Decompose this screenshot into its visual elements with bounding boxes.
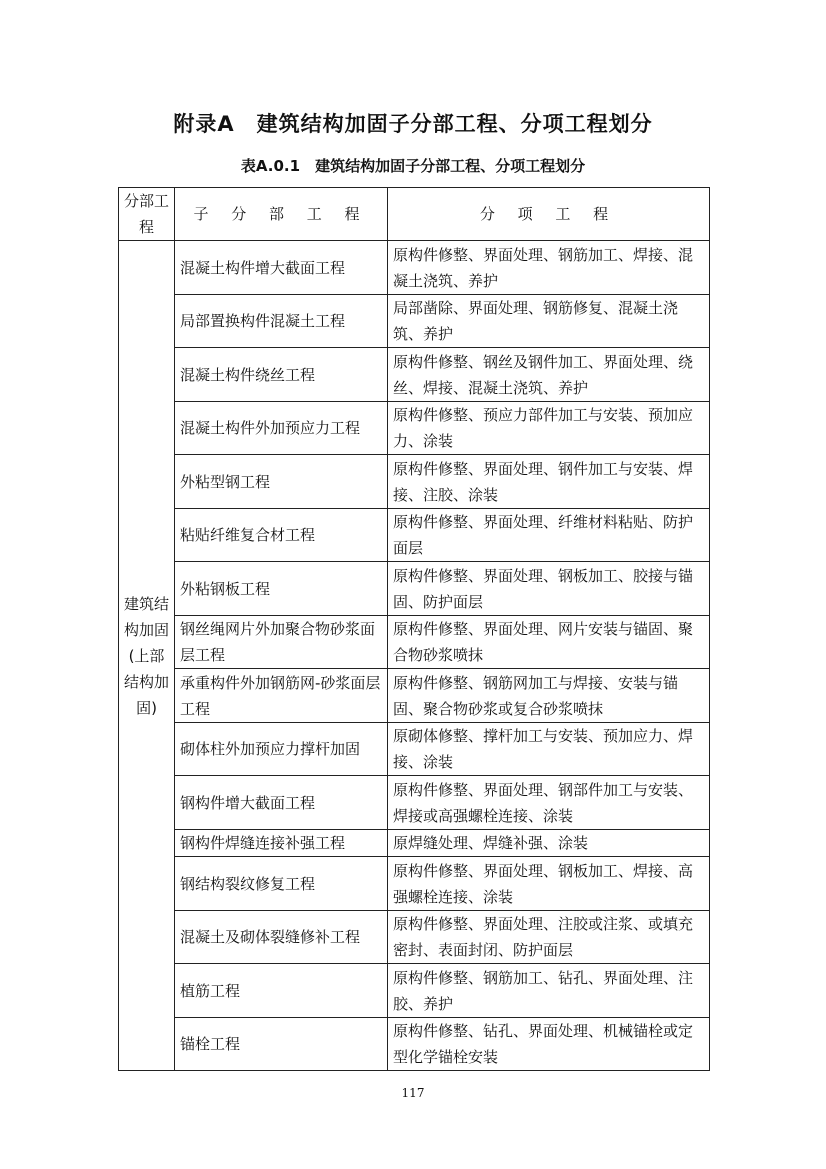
items-cell: 原构件修整、界面处理、钢部件加工与安装、焊接或高强螺栓连接、涂装 (388, 776, 710, 830)
table-header (119, 188, 710, 241)
items-cell: 原构件修整、钢丝及钢件加工、界面处理、绕丝、焊接、混凝土浇筑、养护 (388, 348, 710, 402)
items-cell: 原构件修整、钻孔、界面处理、机械锚栓或定型化学锚栓安装 (388, 1018, 710, 1071)
header-sub-division: 子 分 部 工 程 (175, 188, 388, 241)
table-row (119, 455, 710, 509)
table-row (119, 562, 710, 616)
table-caption: 表A.0.1 建筑结构加固子分部工程、分项工程划分 (240, 157, 586, 175)
sub-division-cell: 混凝土构件增大截面工程 (175, 241, 388, 295)
sub-division-cell: 砌体柱外加预应力撑杆加固 (175, 723, 388, 776)
table-row (119, 509, 710, 562)
table-row (119, 776, 710, 830)
table-row (119, 911, 710, 964)
items-cell: 原构件修整、界面处理、钢筋加工、焊接、混凝土浇筑、养护 (388, 241, 710, 295)
sub-division-cell: 外粘钢板工程 (175, 562, 388, 616)
items-cell: 原构件修整、界面处理、钢板加工、胶接与锚固、防护面层 (388, 562, 710, 616)
sub-division-cell: 外粘型钢工程 (175, 455, 388, 509)
table-row (119, 723, 710, 776)
sub-division-cell: 承重构件外加钢筋网-砂浆面层工程 (175, 669, 388, 723)
table-row (119, 616, 710, 669)
items-cell: 原砌体修整、撑杆加工与安装、预加应力、焊接、涂装 (388, 723, 710, 776)
items-cell: 局部凿除、界面处理、钢筋修复、混凝土浇筑、养护 (388, 295, 710, 348)
table-row (119, 964, 710, 1018)
items-cell: 原构件修整、界面处理、纤维材料粘贴、防护面层 (388, 509, 710, 562)
division-table (118, 187, 710, 1071)
sub-division-cell: 混凝土构件外加预应力工程 (175, 402, 388, 455)
table-row (119, 241, 710, 295)
sub-division-cell: 钢结构裂纹修复工程 (175, 857, 388, 911)
items-cell: 原构件修整、界面处理、钢板加工、焊接、高强螺栓连接、涂装 (388, 857, 710, 911)
items-cell: 原构件修整、界面处理、注胶或注浆、或填充密封、表面封闭、防护面层 (388, 911, 710, 964)
items-cell: 原焊缝处理、焊缝补强、涂装 (388, 830, 710, 857)
sub-division-cell: 混凝土构件绕丝工程 (175, 348, 388, 402)
header-division: 分部工程 (119, 188, 175, 241)
page-title: 附录A 建筑结构加固子分部工程、分项工程划分 (173, 112, 653, 136)
sub-division-cell: 粘贴纤维复合材工程 (175, 509, 388, 562)
table-row (119, 857, 710, 911)
page-number: 117 (401, 1086, 425, 1100)
sub-division-cell: 混凝土及砌体裂缝修补工程 (175, 911, 388, 964)
table-row (119, 348, 710, 402)
header-row (119, 188, 710, 241)
sub-division-cell: 钢丝绳网片外加聚合物砂浆面层工程 (175, 616, 388, 669)
sub-division-cell: 钢构件增大截面工程 (175, 776, 388, 830)
table-row (119, 402, 710, 455)
items-cell: 原构件修整、钢筋加工、钻孔、界面处理、注胶、养护 (388, 964, 710, 1018)
table-row (119, 830, 710, 857)
items-cell: 原构件修整、预应力部件加工与安装、预加应力、涂装 (388, 402, 710, 455)
table-row (119, 1018, 710, 1071)
sub-division-cell: 局部置换构件混凝土工程 (175, 295, 388, 348)
items-cell: 原构件修整、钢筋网加工与焊接、安装与锚固、聚合物砂浆或复合砂浆喷抹 (388, 669, 710, 723)
division-category: 建筑结构加固(上部结构加固) (119, 241, 175, 1071)
sub-division-cell: 锚栓工程 (175, 1018, 388, 1071)
sub-division-cell: 植筋工程 (175, 964, 388, 1018)
table-row (119, 669, 710, 723)
header-items: 分 项 工 程 (388, 188, 710, 241)
table-body (119, 241, 710, 1071)
items-cell: 原构件修整、界面处理、钢件加工与安装、焊接、注胶、涂装 (388, 455, 710, 509)
sub-division-cell: 钢构件焊缝连接补强工程 (175, 830, 388, 857)
table-row (119, 295, 710, 348)
items-cell: 原构件修整、界面处理、网片安装与锚固、聚合物砂浆喷抹 (388, 616, 710, 669)
